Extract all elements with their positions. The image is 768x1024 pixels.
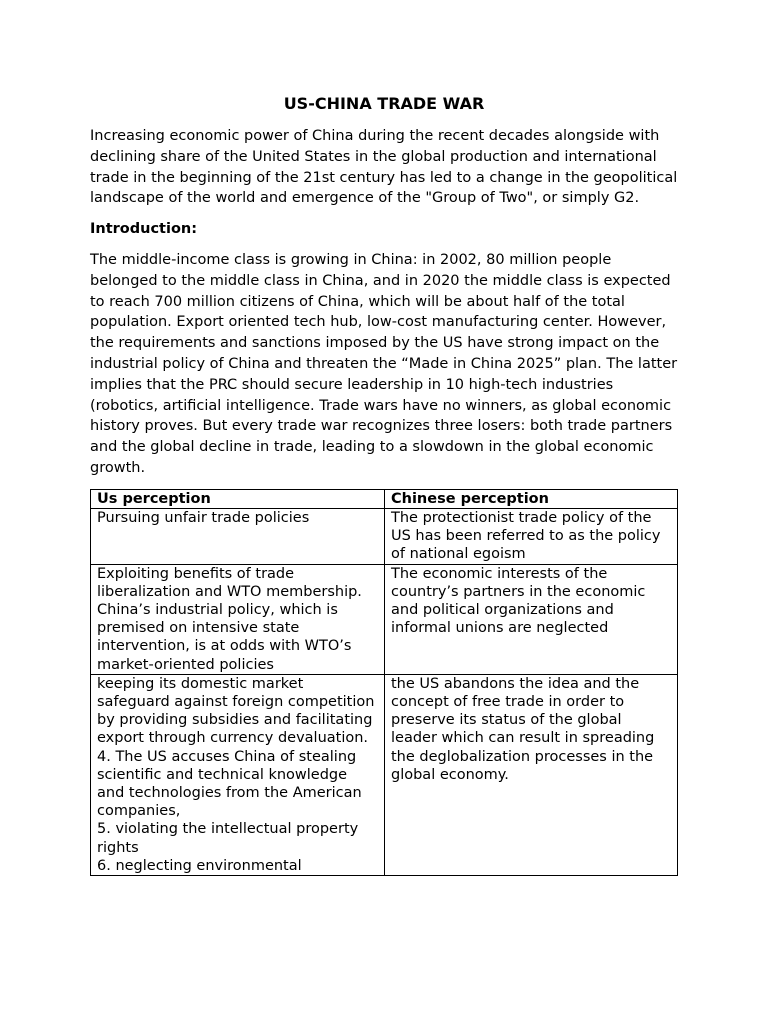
document-title: US-CHINA TRADE WAR	[283, 94, 485, 113]
introduction-heading: Introduction:	[90, 221, 198, 238]
us-perception-line: 6. neglecting environmental	[97, 857, 302, 874]
us-perception-cell: Pursuing unfair trade policies	[91, 508, 385, 564]
us-perception-cell: Exploiting benefits of trade liberalization and WTO membership. China’s industrial policy, which is premised on intensive state intervention, is at odds with WTO’s market-oriented policies	[91, 564, 385, 674]
us-perception-line: 5. violating the intellectual property rights	[97, 821, 359, 856]
document-page	[90, 93, 678, 876]
perception-table	[90, 489, 678, 876]
us-perception-cell	[91, 674, 385, 875]
body-paragraph: The middle-income class is growing in China: in 2002, 80 million people belonged to the middle class in China, and in 2020 the middle class is expected to reach 700 million citizens of China, which will be about half of the total population. Export oriented tech hub, low-cost manufacturing center. However, the requirements and sanctions imposed by the US have strong impact on the industrial policy of China and threaten the “Made in China 2025” plan. The latter implies that the PRC should secure leadership in 10 high-tech industries (robotics, artificial intelligence. Trade wars have no winners, as global economic history proves. But every trade war recognizes three losers: both trade partners and the global decline in trade, leading to a slowdown in the global economic growth.	[90, 251, 678, 476]
table-row	[91, 508, 678, 564]
table-row	[91, 674, 678, 875]
intro-paragraph: Increasing economic power of China during the recent decades alongside with declining share of the United States in the global production and international trade in the beginning of the 21st century has led to a change in the geopolitical landscape of the world and emergence of the "Group of Two", or simply G2.	[90, 128, 678, 207]
us-perception-line: keeping its domestic market safeguard against foreign competition by providing subsidies and facilitating export through currency devaluation.	[97, 675, 375, 747]
table-row	[91, 564, 678, 674]
header-us-perception: Us perception	[91, 489, 385, 508]
header-chinese-perception: Chinese perception	[385, 489, 678, 508]
chinese-perception-cell: The economic interests of the country’s partners in the economic and political organizations and informal unions are neglected	[385, 564, 678, 674]
us-perception-line: 4. The US accuses China of stealing scientific and technical knowledge and technologies from the American companies,	[97, 748, 362, 820]
chinese-perception-cell: The protectionist trade policy of the US has been referred to as the policy of national egoism	[385, 508, 678, 564]
table-header-row	[91, 489, 678, 508]
chinese-perception-cell: the US abandons the idea and the concept of free trade in order to preserve its status of the global leader which can result in spreading the deglobalization processes in the global economy.	[385, 674, 678, 875]
